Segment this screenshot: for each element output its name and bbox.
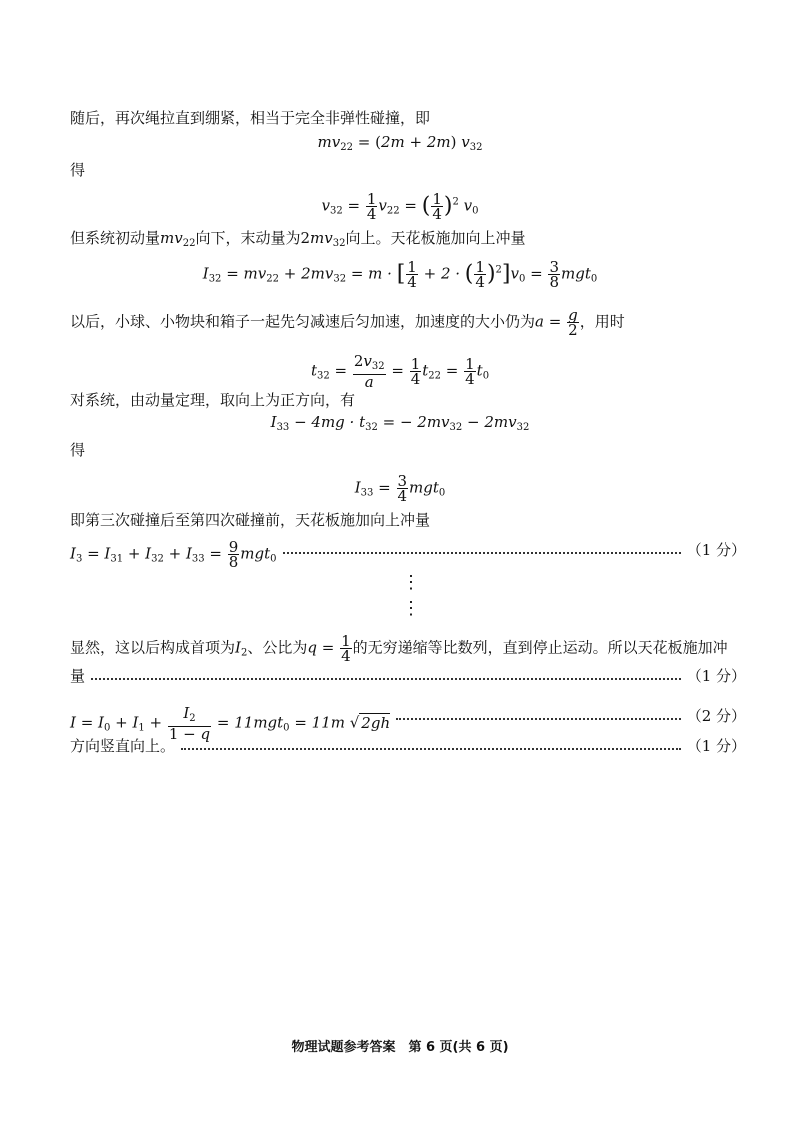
equation-v32: $v_{32}$ = $\frac{1}{4}$ $v_{22}$ = ( $\frac{1}{4}$ )$^2$ $v_0$ (321, 190, 479, 223)
text-line-de-1: 得 (70, 161, 86, 179)
leader-dots (283, 540, 681, 554)
text-line-3-c: 向上。天花板施加向上冲量 (345, 229, 526, 247)
equation-impulse-theorem: $I_{33} - 4mg \cdot t_{32}$ = − $2mv_{32} - 2mv_{32}$ (270, 413, 530, 433)
score-label: （1 分） (686, 737, 746, 755)
score-row-i3 (70, 538, 746, 571)
text-line-7: 即第三次碰撞后至第四次碰撞前，天花板施加向上冲量 (70, 511, 431, 529)
text-line-8-b: 、公比为 (247, 638, 308, 657)
vertical-ellipsis-icon: ⋮ (402, 598, 420, 619)
leader-dots (91, 666, 681, 680)
score-row-liang (70, 666, 746, 686)
score-label: （1 分） (686, 541, 746, 559)
equation-total-impulse: $I = I_0 + I_1$ + $\frac{I_2}{1 - q}$ = 11mgt$_0$ = 11m √ 2gh (70, 704, 391, 743)
equation-i32: $I_{32} = mv_{22} + 2mv_{32} = m$ · [ $\frac{1}{4}$ + 2 · ( $\frac{1}{4}$ )$^2]v_0$ = $\frac{3}{8}$ mgt$_0$ (202, 258, 598, 291)
score-row-direction (70, 736, 746, 756)
text-line-4-b: ，用时 (579, 312, 625, 331)
text-line-1: 随后，再次绳拉直到绷紧，相当于完全非弹性碰撞，即 (70, 109, 431, 127)
leader-dots (396, 706, 681, 720)
text-line-3-b: 向下，末动量为 (195, 229, 301, 247)
equation-momentum: $mv_{22} = (2m + 2m)$ $v_{32}$ (317, 133, 483, 153)
page-footer: 物理试题参考答案 第 6 页(共 6 页) (291, 1040, 509, 1055)
text-line-8-a: 显然，这以后构成首项为 (70, 638, 236, 657)
score-row-total-impulse (70, 704, 746, 743)
text-line-3-a: 但系统初动量 (70, 229, 161, 247)
score-label: （1 分） (686, 667, 746, 685)
vertical-ellipsis-icon: ⋮ (402, 572, 420, 593)
equation-i3: $I_3 = I_{31} + I_{32} + I_{33}$ = $\frac{9}{8}$ mgt$_0$ (70, 538, 277, 571)
text-line-8-c: 的无穷递缩等比数列，直到停止运动。所以天花板施加冲 (352, 638, 728, 657)
text-line-9: 量 (70, 667, 86, 685)
text-line-8: 显然，这以后构成首项为$I_2$、公比为q = $\frac{1}{4}$ 的无穷递缩等比数列，直到停止运动。所以天花板施加冲 (70, 632, 728, 665)
equation-t32: $t_{32}$ = $\frac{2v_{32}}{a}$ = $\frac{1}{4}$ $t_{22}$ = $\frac{1}{4}$ $t_0$ (310, 352, 490, 391)
text-line-4-a: 以后，小球、小物块和箱子一起先匀减速后匀加速，加速度的大小仍为 (70, 312, 536, 331)
score-label: （2 分） (686, 707, 746, 725)
text-line-4: 以后，小球、小物块和箱子一起先匀减速后匀加速，加速度的大小仍为a = $\frac{g}{2}$ ，用时 (70, 306, 625, 339)
equation-i33: $I_{33}$ = $\frac{3}{4}$ mgt$_0$ (354, 472, 446, 505)
leader-dots (181, 736, 681, 750)
text-line-11: 方向竖直向上。 (70, 737, 176, 755)
text-line-5: 对系统，由动量定理，取向上为正方向，有 (70, 391, 356, 409)
text-line-3: 但系统初动量$mv_{22}$向下，末动量为$2mv_{32}$向上。天花板施加向上冲量 (70, 229, 526, 249)
text-line-de-2: 得 (70, 441, 86, 459)
